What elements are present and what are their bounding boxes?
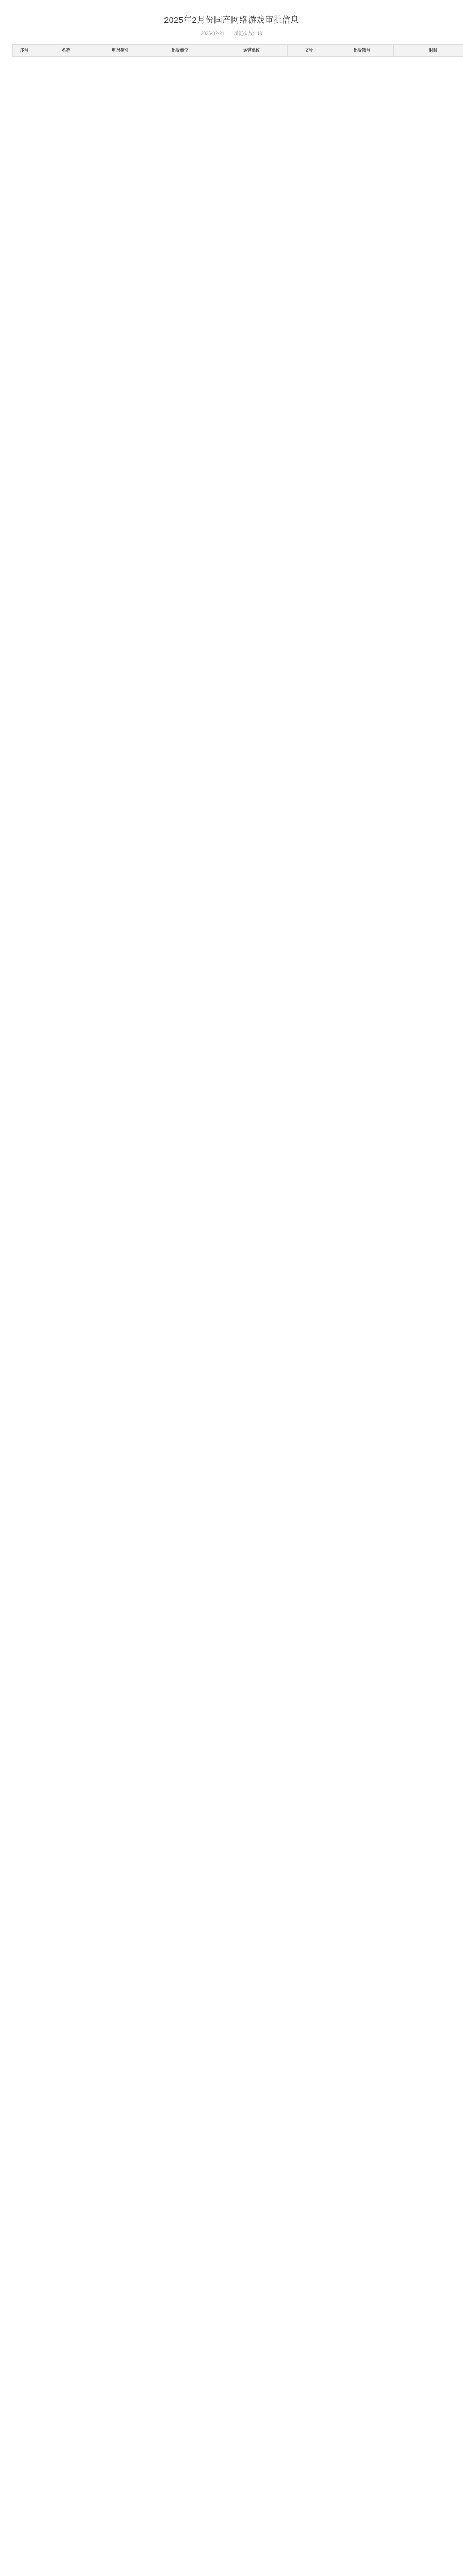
approval-table xyxy=(12,44,463,57)
col-header-approval-no: 文号 xyxy=(288,45,330,57)
col-header-name: 名称 xyxy=(36,45,96,57)
table-header-row xyxy=(13,45,463,57)
col-header-isbn: 出版物号 xyxy=(330,45,394,57)
view-count: 浏览次数：19 xyxy=(234,31,262,36)
col-header-operator: 运营单位 xyxy=(216,45,288,57)
col-header-publisher: 出版单位 xyxy=(144,45,216,57)
page-title: 2025年2月份国产网络游戏审批信息 xyxy=(164,16,299,25)
col-header-category: 申报类别 xyxy=(96,45,144,57)
col-header-date: 时间 xyxy=(394,45,463,57)
approval-table-wrapper xyxy=(12,44,452,57)
publish-date: 2025-02-21 xyxy=(201,31,225,36)
page-meta xyxy=(0,30,463,37)
col-header-index: 序号 xyxy=(13,45,36,57)
